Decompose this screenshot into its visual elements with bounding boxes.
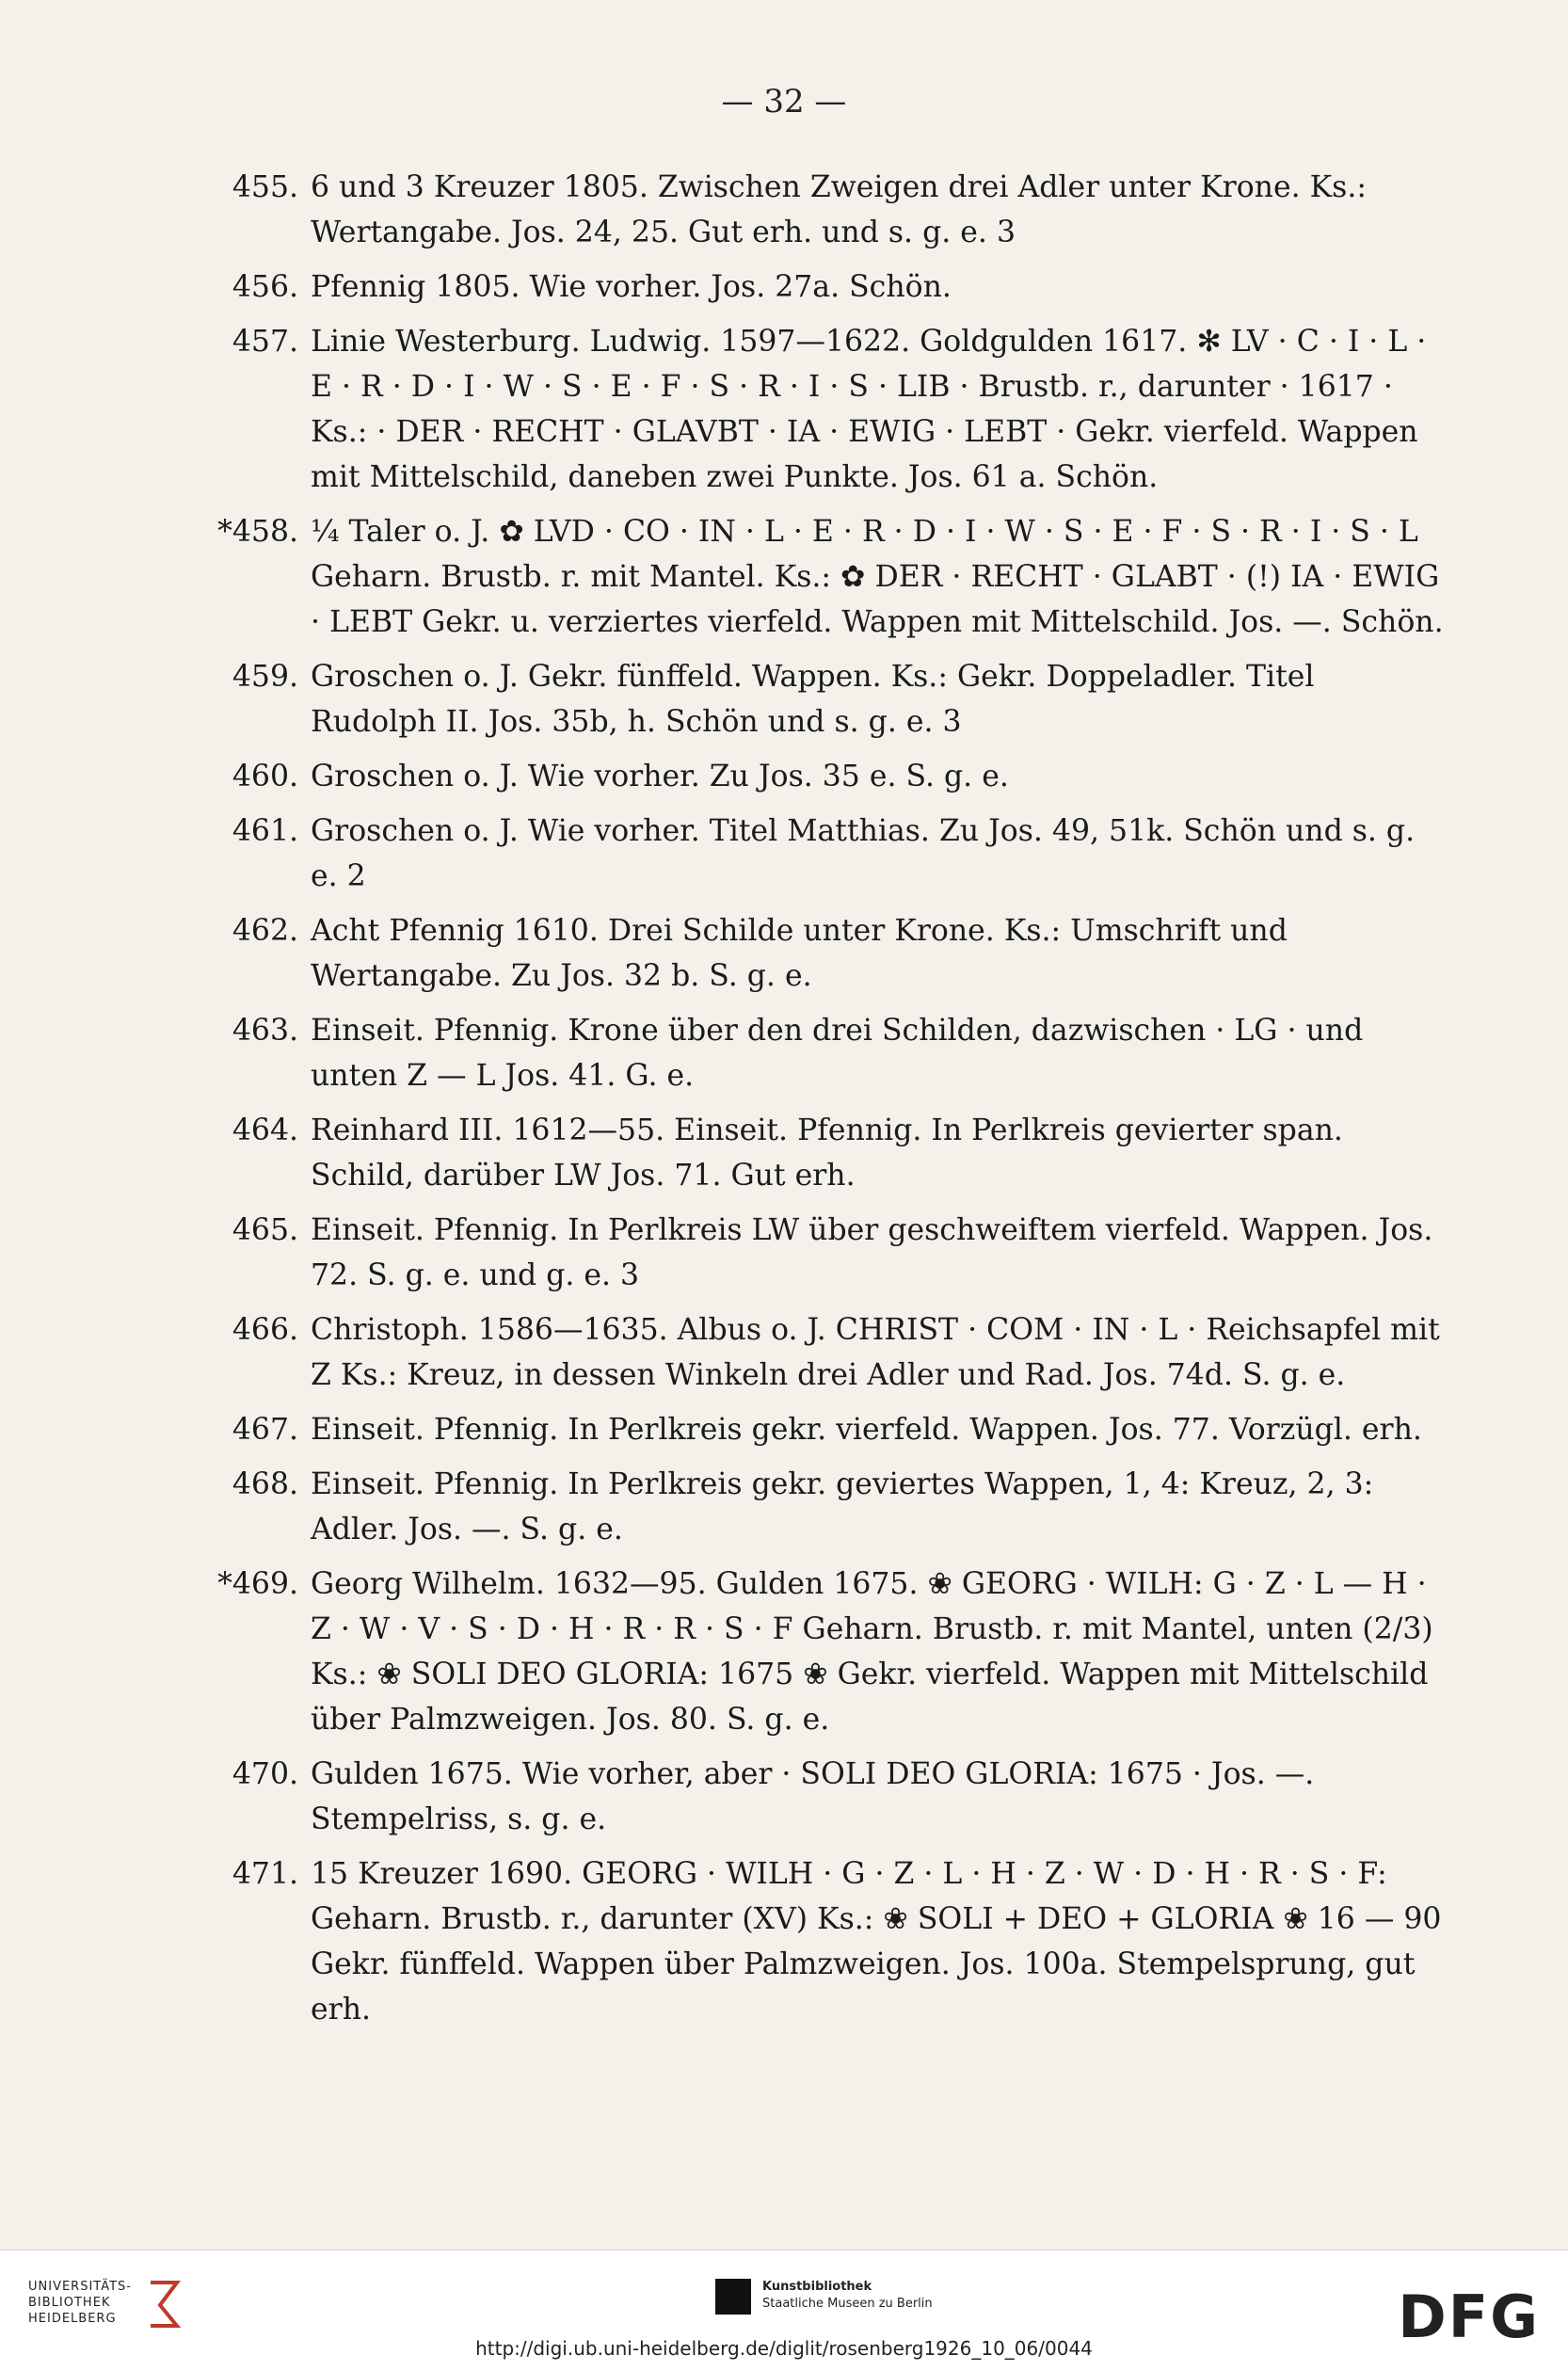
entry-text: Groschen o. J. Wie vorher. Zu Jos. 35 e. S. g. e.	[311, 760, 1009, 793]
university-library-logo[interactable]	[28, 2279, 132, 2327]
entry-number: 456.	[232, 270, 298, 304]
entry-text: Linie Westerburg. Ludwig. 1597—1622. Goldgulden 1617. ✻ LV · C · I · L · E · R · D · I · W · S · E · F · S · R · I · S · LIB · Brustb. r., darunter · 1617 · Ks.: · DER · RECHT · GLAVBT · IA · EWIG · LEBT · Gekr. vierfeld. Wappen mit Mittelschild, daneben zwei Punkte. Jos. 61 a. Schön.	[311, 325, 1427, 494]
kunstbibliothek-subtitle: Staatliche Museen zu Berlin	[762, 2297, 933, 2311]
entry-number: 466.	[232, 1313, 298, 1347]
entry-text: Einseit. Pfennig. In Perlkreis gekr. geviertes Wappen, 1, 4: Kreuz, 2, 3: Adler. Jos. —. S. g. e.	[311, 1467, 1374, 1546]
permalink-url[interactable]: http://digi.ub.uni-heidelberg.de/diglit/rosenberg1926_10_06/0044	[475, 2337, 1093, 2360]
entry-number: 470.	[232, 1757, 298, 1791]
entry-text: Acht Pfennig 1610. Drei Schilde unter Krone. Ks.: Umschrift und Wertangabe. Zu Jos. 32 b. S. g. e.	[311, 914, 1288, 993]
catalog-entry	[165, 509, 1449, 645]
entry-text: Einseit. Pfennig. Krone über den drei Schilden, dazwischen · LG · und unten Z — L Jos. 41. G. e.	[311, 1014, 1364, 1093]
viewer-footer	[0, 2250, 1568, 2371]
entry-text: Gulden 1675. Wie vorher, aber · SOLI DEO GLORIA: 1675 · Jos. —. Stempelriss, s. g. e.	[311, 1757, 1315, 1836]
catalog-entry	[165, 1407, 1449, 1452]
entry-text: 15 Kreuzer 1690. GEORG · WILH · G · Z · L · H · Z · W · D · H · R · S · F: Geharn. Brustb. r., darunter (XV) Ks.: ❀ SOLI + DEO + GLORIA ❀ 16 — 90 Gekr. fünffeld. Wappen über Palmzweigen. Jos. 100a. Stempelsprung, gut erh.	[311, 1857, 1442, 2027]
catalog-entry	[165, 654, 1449, 745]
entry-number: *458.	[217, 515, 298, 549]
entry-number: 463.	[232, 1014, 298, 1048]
catalog-entry	[165, 1108, 1449, 1198]
kunstbibliothek-logo[interactable]	[762, 2279, 933, 2313]
entry-number: 459.	[232, 660, 298, 694]
catalog-entry	[165, 1008, 1449, 1098]
entry-text: Pfennig 1805. Wie vorher. Jos. 27a. Schön.	[311, 270, 952, 304]
entry-text: Einseit. Pfennig. In Perlkreis gekr. vierfeld. Wappen. Jos. 77. Vorzügl. erh.	[311, 1413, 1422, 1447]
catalog-entry	[165, 754, 1449, 799]
page-number: — 32 —	[721, 83, 847, 120]
entry-number: 468.	[232, 1467, 298, 1501]
catalog-entry	[165, 1462, 1449, 1552]
entry-number: 467.	[232, 1413, 298, 1447]
entry-number: 465.	[232, 1213, 298, 1247]
entry-text: Groschen o. J. Wie vorher. Titel Matthias. Zu Jos. 49, 51k. Schön und s. g. e. 2	[311, 814, 1416, 893]
entry-text: ¼ Taler o. J. ✿ LVD · CO · IN · L · E · R · D · I · W · S · E · F · S · R · I · S · L Geharn. Brustb. r. mit Mantel. Ks.: ✿ DER · RECHT · GLABT · (!) IA · EWIG · LEBT Gekr. u. verziertes vierfeld. Wappen mit Mittelschild. Jos. —. Schön.	[311, 515, 1444, 639]
entry-text: 6 und 3 Kreuzer 1805. Zwischen Zweigen drei Adler unter Krone. Ks.: Wertangabe. Jos. 24, 25. Gut erh. und s. g. e. 3	[311, 170, 1367, 249]
entry-number: 461.	[232, 814, 298, 848]
entry-number: 471.	[232, 1857, 298, 1891]
entry-text: Georg Wilhelm. 1632—95. Gulden 1675. ❀ GEORG · WILH: G · Z · L — H · Z · W · V · S · D · H · R · R · S · F Geharn. Brustb. r. mit Mantel, unten (2/3) Ks.: ❀ SOLI DEO GLORIA: 1675 ❀ Gekr. vierfeld. Wappen mit Mittelschild über Palmzweigen. Jos. 80. S. g. e.	[311, 1567, 1433, 1737]
logo-line: HEIDELBERG	[28, 2312, 117, 2326]
entry-number: 457.	[232, 325, 298, 359]
catalog-entries	[165, 165, 1449, 2042]
entry-number: *469.	[217, 1567, 298, 1601]
entry-number: 455.	[232, 170, 298, 204]
entry-number: 464.	[232, 1113, 298, 1147]
catalog-entry	[165, 1208, 1449, 1298]
logo-line: BIBLIOTHEK	[28, 2296, 111, 2310]
catalog-entry	[165, 1851, 1449, 2032]
catalog-entry	[165, 319, 1449, 500]
entry-number: 460.	[232, 760, 298, 793]
catalog-entry	[165, 908, 1449, 999]
kunstbibliothek-title: Kunstbibliothek	[762, 2280, 872, 2294]
logo-line: UNIVERSITÄTS-	[28, 2280, 132, 2294]
dfg-logo[interactable]: DFG	[1398, 2283, 1540, 2351]
catalog-entry	[165, 264, 1449, 310]
catalog-entry	[165, 809, 1449, 899]
catalog-entry	[165, 1562, 1449, 1742]
kunstbibliothek-logo-icon	[715, 2279, 751, 2315]
entry-text: Groschen o. J. Gekr. fünffeld. Wappen. Ks.: Gekr. Doppeladler. Titel Rudolph II. Jos. 35b, h. Schön und s. g. e. 3	[311, 660, 1315, 739]
catalog-entry	[165, 165, 1449, 255]
catalog-entry	[165, 1752, 1449, 1842]
catalog-entry	[165, 1307, 1449, 1398]
entry-number: 462.	[232, 914, 298, 948]
entry-text: Reinhard III. 1612—55. Einseit. Pfennig. In Perlkreis gevierter span. Schild, darüber LW Jos. 71. Gut erh.	[311, 1113, 1343, 1193]
entry-text: Christoph. 1586—1635. Albus o. J. CHRIST · COM · IN · L · Reichsapfel mit Z Ks.: Kreuz, in dessen Winkeln drei Adler und Rad. Jos. 74d. S. g. e.	[311, 1313, 1440, 1392]
university-library-mark-icon	[141, 2277, 186, 2331]
entry-text: Einseit. Pfennig. In Perlkreis LW über geschweiftem vierfeld. Wappen. Jos. 72. S. g. e. und g. e. 3	[311, 1213, 1433, 1292]
